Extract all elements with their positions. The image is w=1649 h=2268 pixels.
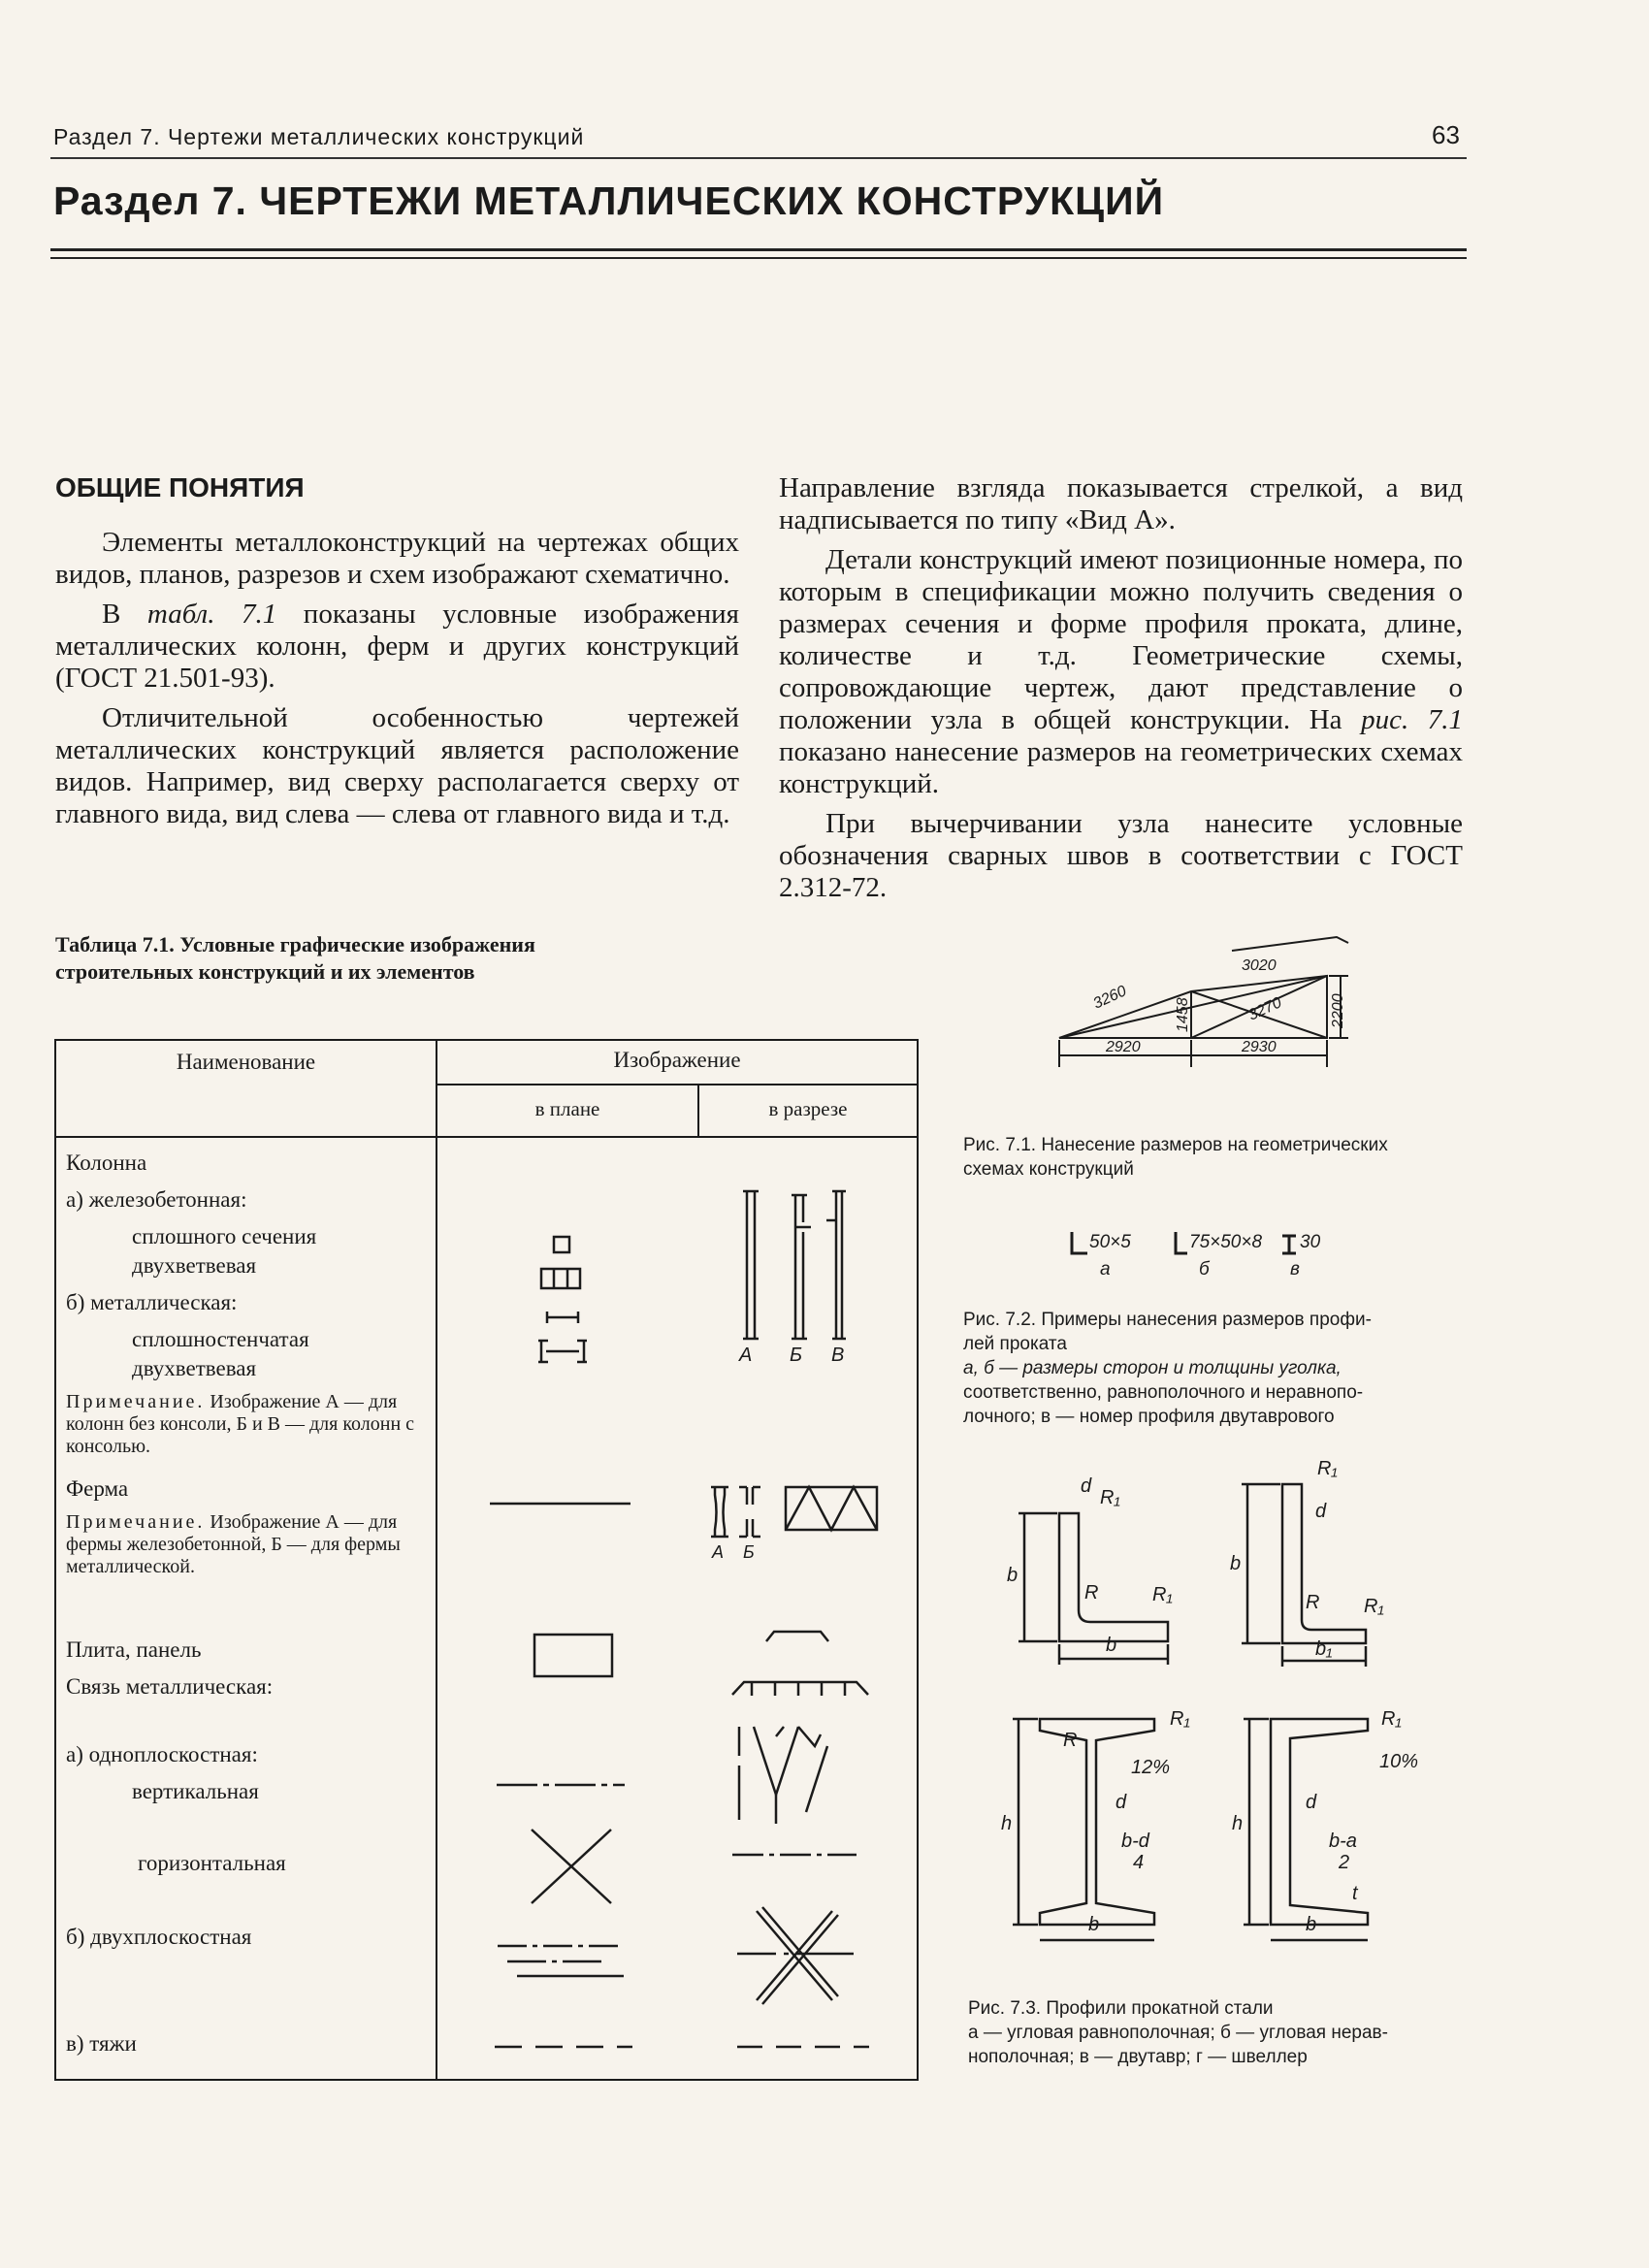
subheading: ОБЩИЕ ПОНЯТИЯ	[55, 472, 305, 502]
label-A: А	[739, 1345, 753, 1366]
label-h: h	[1232, 1813, 1244, 1834]
fig72-example-a: 50×5	[1089, 1232, 1131, 1252]
paragraph: Отличительной особенностью чертежей металлических конструкций является расположение видов. Например, вид сверху располагается сверху от главного вида, вид слева — слева от главного вида и т.д.	[55, 702, 739, 829]
fig72-label-a: а	[1100, 1259, 1111, 1280]
row-column-a-double: двухветвевая	[132, 1253, 257, 1278]
dim-2920: 2920	[1106, 1039, 1141, 1055]
label-b: b	[1306, 1914, 1317, 1935]
label-R: R	[1306, 1592, 1320, 1613]
text: Детали конструкций имеют позиционные номера, по которым в спецификации можно получить сведения о размерах сечения и форме профиля проката, длине, количестве и т.д. Геометрические схемы, сопровождающие чертеж, дают представление о положении узла в общей конструкции. На	[779, 544, 1463, 735]
label-10-percent: 10%	[1379, 1751, 1419, 1772]
label-R1: R₁	[1317, 1458, 1338, 1479]
label-bd4-denominator: 4	[1133, 1852, 1145, 1873]
i-beam	[1040, 1719, 1154, 1925]
row-vertical: вертикальная	[132, 1779, 259, 1803]
label-t: t	[1352, 1883, 1358, 1904]
label-12-percent: 12%	[1131, 1757, 1171, 1778]
label-R1: R₁	[1381, 1708, 1402, 1730]
slab-symbols	[534, 1632, 868, 1696]
fig72-label-b: б	[1199, 1259, 1210, 1280]
label-V: В	[831, 1345, 845, 1366]
label-R: R	[1063, 1730, 1078, 1751]
row-column-b-double: двухветвевая	[132, 1356, 257, 1380]
label-B: Б	[790, 1345, 803, 1366]
angle-equal	[1059, 1513, 1168, 1641]
label-A: А	[712, 1542, 725, 1562]
note-column	[66, 1391, 430, 1458]
truss-symbols	[490, 1487, 877, 1537]
caption-line: схемах конструкций	[963, 1159, 1134, 1180]
label-h: h	[1001, 1813, 1013, 1834]
label-R1: R₁	[1170, 1708, 1190, 1730]
note-text: Изображение А — для фермы железобетонной, Б — для фермы металлической.	[66, 1511, 401, 1577]
note-text: Изображение А — для колонн без консоли, Б и В — для колонн с консолью.	[66, 1391, 415, 1457]
label-ba2-numerator: b-a	[1329, 1831, 1357, 1852]
dim-2200: 2200	[1330, 993, 1346, 1028]
row-column-b: б) металлическая:	[66, 1290, 238, 1314]
label-b: b	[1088, 1914, 1100, 1935]
paragraph: При вычерчивании узла нанесите условные обозначения сварных швов в соответствии с ГОСТ 2.312-72.	[779, 808, 1463, 903]
text: показано нанесение размеров на геометрических схемах конструкций.	[779, 736, 1463, 799]
label-d: d	[1081, 1475, 1092, 1497]
page-number: 63	[1432, 120, 1460, 149]
section-title: Раздел 7. ЧЕРТЕЖИ МЕТАЛЛИЧЕСКИХ КОНСТРУКЦИЙ	[53, 178, 1165, 223]
row-truss: Ферма	[66, 1476, 129, 1501]
dim-1458: 1458	[1175, 997, 1191, 1032]
label-b1: b₁	[1315, 1638, 1333, 1660]
fig72-example-v: 30	[1300, 1232, 1321, 1252]
caption-line: Рис. 7.1. Нанесение размеров на геометрических	[963, 1135, 1388, 1155]
label-ba2-denominator: 2	[1339, 1852, 1350, 1873]
dim-3020: 3020	[1242, 957, 1277, 974]
label-b: b	[1230, 1553, 1242, 1574]
note-label: Примечание.	[66, 1391, 206, 1412]
caption-line: Рис. 7.2. Примеры нанесения размеров профи-	[963, 1310, 1372, 1330]
label-d: d	[1116, 1792, 1127, 1813]
column-head-image: Изображение	[613, 1048, 741, 1072]
paragraph: Направление взгляда показывается стрелкой, а вид надписывается по типу «Вид А».	[779, 472, 1463, 535]
row-slab: Плита, панель	[66, 1637, 202, 1662]
row-single-plane: а) одноплоскостная:	[66, 1742, 258, 1766]
row-column-b-solid: сплошностенчатая	[132, 1327, 309, 1351]
fig72-label-v: в	[1290, 1259, 1300, 1280]
row-horizontal: горизонтальная	[138, 1851, 286, 1875]
row-bracing: Связь металлическая:	[66, 1674, 274, 1699]
caption-line: лей проката	[963, 1334, 1067, 1354]
dim-2930: 2930	[1242, 1039, 1277, 1055]
running-head: Раздел 7. Чертежи металлических конструкций	[53, 124, 585, 149]
dim-3260: 3260	[1090, 983, 1129, 1013]
fig71-diagram	[1048, 931, 1377, 1096]
label-R1: R₁	[1152, 1584, 1173, 1605]
fig72-caption	[963, 1308, 1468, 1429]
text: В	[102, 599, 147, 630]
column-head-section: в разрезе	[768, 1097, 848, 1120]
label-b: b	[1007, 1565, 1018, 1586]
bracing-symbols	[495, 1727, 869, 2047]
dim-3270: 3270	[1245, 994, 1284, 1024]
fig72-example-b: 75×50×8	[1189, 1232, 1263, 1252]
caption-line: соответственно, равнополочного и неравнопо-	[963, 1382, 1364, 1403]
label-R1: R₁	[1100, 1487, 1120, 1508]
caption-line: лочного; в — номер профиля двутаврового	[963, 1407, 1335, 1427]
label-B: Б	[743, 1542, 755, 1562]
caption-line: Рис. 7.3. Профили прокатной стали	[968, 1998, 1274, 2019]
label-R: R	[1084, 1582, 1099, 1604]
figure-reference: рис. 7.1	[1361, 704, 1463, 735]
column-head-plan: в плане	[534, 1097, 600, 1120]
row-ties: в) тяжи	[66, 2031, 137, 2056]
text: показаны условные изображения металлических колонн, ферм и других конструкций (ГОСТ 21.501-93).	[55, 599, 740, 694]
caption-line: строительных конструкций и их элементов	[55, 959, 475, 984]
caption-line: а, б — размеры сторон и толщины уголка,	[963, 1358, 1342, 1378]
row-column-a-solid: сплошного сечения	[132, 1224, 317, 1248]
row-column: Колонна	[66, 1150, 147, 1175]
note-label: Примечание.	[66, 1511, 206, 1533]
label-b: b	[1106, 1635, 1117, 1656]
label-d: d	[1306, 1792, 1317, 1813]
fig73-diagram	[980, 1445, 1465, 1960]
table-reference: табл. 7.1	[146, 599, 277, 630]
column-section-symbols	[743, 1191, 846, 1339]
fig71-caption	[963, 1133, 1468, 1182]
fig73-caption	[968, 1996, 1472, 2069]
row-double-plane: б) двухплоскостная	[66, 1925, 252, 1949]
note-truss	[66, 1511, 430, 1578]
column-plan-symbols	[538, 1237, 587, 1362]
caption-line: Таблица 7.1. Условные графические изображения	[55, 932, 535, 956]
label-R1: R₁	[1364, 1596, 1384, 1617]
caption-line: а — угловая равнополочная; б — угловая нерав-	[968, 2023, 1388, 2043]
row-column-a: а) железобетонная:	[66, 1187, 247, 1212]
caption-line: нополочная; в — двутавр; г — швеллер	[968, 2047, 1308, 2067]
paragraph: Элементы металлоконструкций на чертежах общих видов, планов, разрезов и схем изображают схематично.	[55, 527, 739, 590]
column-head-name: Наименование	[176, 1050, 316, 1074]
label-d: d	[1315, 1501, 1327, 1522]
label-bd4-numerator: b-d	[1121, 1831, 1149, 1852]
